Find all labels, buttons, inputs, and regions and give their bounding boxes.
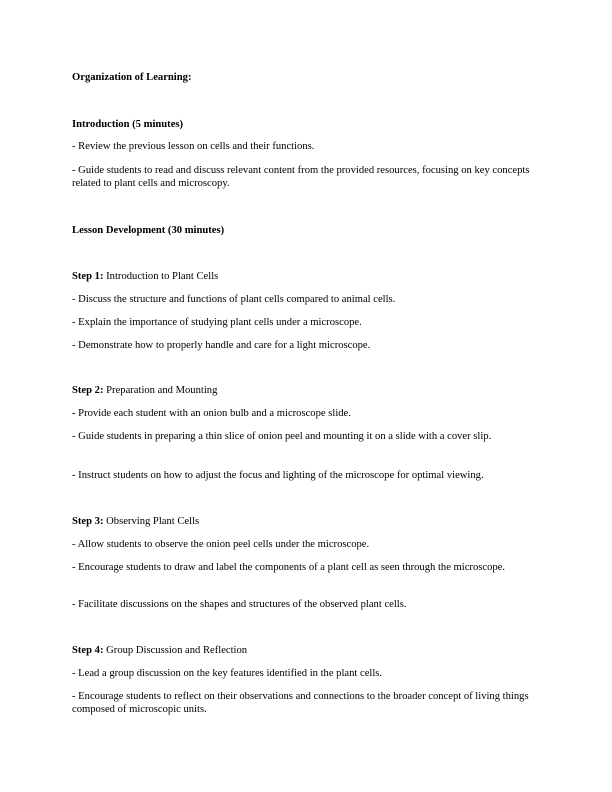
step-item: - Demonstrate how to properly handle and care for a light microscope. — [72, 340, 371, 351]
step-item: - Instruct students on how to adjust the focus and lighting of the microscope for optimal viewing. — [72, 470, 484, 481]
step-title: Observing Plant Cells — [103, 516, 200, 527]
step-title: Group Discussion and Reflection — [103, 645, 248, 656]
step-heading — [72, 645, 542, 658]
introduction-item: - Guide students to read and discuss relevant content from the provided resources, focusing on key concepts related to plant cells and microscopy. — [72, 165, 530, 189]
step-label: Step 4: — [72, 645, 104, 656]
step-title: Preparation and Mounting — [103, 385, 218, 396]
step-heading — [72, 385, 542, 398]
step-title: Introduction to Plant Cells — [103, 271, 219, 282]
section-title: Organization of Learning: — [72, 72, 192, 83]
step-label: Step 1: — [72, 271, 104, 282]
introduction-heading: Introduction (5 minutes) — [72, 119, 184, 130]
step-heading — [72, 516, 542, 529]
lesson-development-heading: Lesson Development (30 minutes) — [72, 225, 225, 236]
step-item: - Lead a group discussion on the key features identified in the plant cells. — [72, 668, 383, 679]
step-heading — [72, 271, 542, 284]
step-item: - Guide students in preparing a thin slice of onion peel and mounting it on a slide with a cover slip. — [72, 431, 492, 442]
step-item: - Encourage students to reflect on their observations and connections to the broader concept of living things composed of microscopic units. — [72, 691, 529, 715]
introduction-item: - Review the previous lesson on cells and their functions. — [72, 141, 315, 152]
step-item: - Allow students to observe the onion peel cells under the microscope. — [72, 539, 370, 550]
step-item: - Discuss the structure and functions of plant cells compared to animal cells. — [72, 294, 396, 305]
step-item: - Encourage students to draw and label the components of a plant cell as seen through the microscope. — [72, 562, 506, 573]
step-item: - Provide each student with an onion bulb and a microscope slide. — [72, 408, 351, 419]
step-item: - Facilitate discussions on the shapes and structures of the observed plant cells. — [72, 599, 407, 610]
step-label: Step 3: — [72, 516, 104, 527]
step-item: - Explain the importance of studying plant cells under a microscope. — [72, 317, 362, 328]
step-label: Step 2: — [72, 385, 104, 396]
